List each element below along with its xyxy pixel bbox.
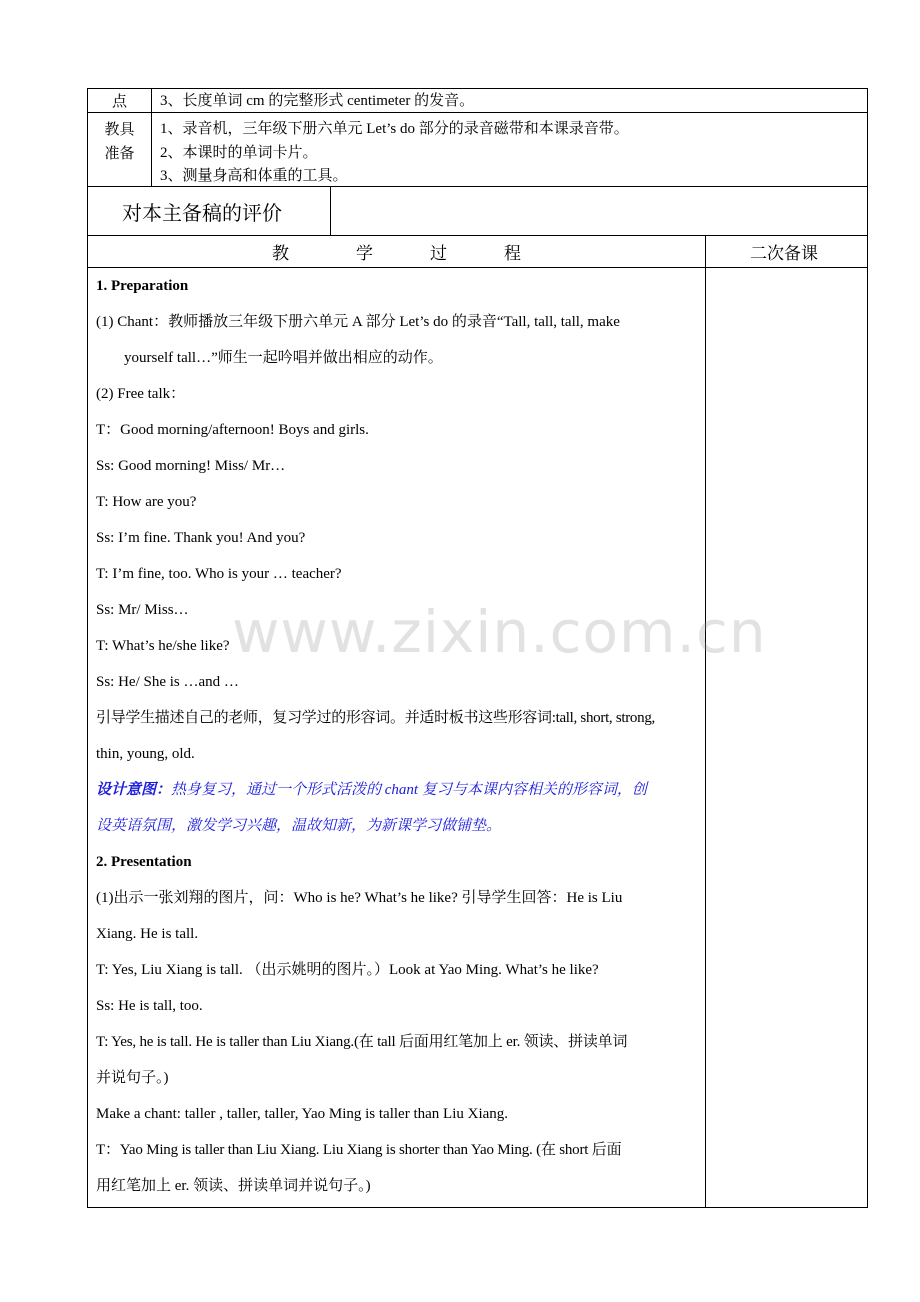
dialogue-line: Ss: He/ She is …and …: [96, 674, 239, 690]
dialogue-line: T: I’m fine, too. Who is your … teacher?: [96, 566, 342, 582]
teaching-process: [96, 268, 702, 1204]
point-content: 3、长度单词 cm 的完整形式 centimeter 的发音。: [160, 93, 475, 109]
prep-label-line2: 准备: [104, 144, 135, 162]
presentation-line: 用红笔加上 er. 领读、拼读单词并说句子。): [96, 1178, 371, 1194]
free-talk-label: (2) Free talk：: [96, 386, 186, 402]
presentation-line: Xiang. He is tall.: [96, 926, 199, 942]
dialogue-line: Ss: I’m fine. Thank you! And you?: [96, 530, 306, 546]
chant-line: yourself tall…”师生一起吟唱并做出相应的动作。: [124, 350, 443, 366]
presentation-line: (1)出示一张刘翔的图片，问：Who is he? What’s he like? 引导学生回答：He is Liu: [96, 890, 623, 906]
second-prep-header: 二次备课: [750, 244, 818, 264]
dialogue-line: T: How are you?: [96, 494, 197, 510]
presentation-line: T：Yao Ming is taller than Liu Xiang. Liu Xiang is shorter than Yao Ming. (在 short 后面: [96, 1142, 622, 1158]
prep-label-line1: 教具: [104, 120, 135, 138]
process-header-char: 过: [430, 244, 447, 264]
design-intent: [96, 772, 702, 808]
presentation-line: T: Yes, Liu Xiang is tall. （出示姚明的图片。）Look at Yao Ming. What’s he like?: [96, 962, 599, 978]
column-divider: [151, 88, 152, 186]
guide-text: 引导学生描述自己的老师，复习学过的形容词。并适时板书这些形容词:tall, short, strong,: [96, 710, 655, 726]
design-intent-label: 设计意图：: [96, 782, 172, 798]
process-header-char: 教: [272, 244, 289, 264]
column-divider: [330, 186, 331, 235]
dialogue-line: T：Good morning/afternoon! Boys and girls.: [96, 422, 369, 438]
chant-line: (1) Chant：教师播放三年级下册六单元 A 部分 Let’s do 的录音“Tall, tall, tall, make: [96, 314, 620, 330]
dialogue-line: Ss: Mr/ Miss…: [96, 602, 189, 618]
dialogue-line: Ss: Good morning! Miss/ Mr…: [96, 458, 286, 474]
design-intent-text: 热身复习，通过一个形式活泼的 chant 复习与本课内容相关的形容词，创: [171, 782, 647, 798]
prep-item: 2、本课时的单词卡片。: [160, 145, 318, 161]
process-header-char: 程: [504, 244, 521, 264]
presentation-line: 并说句子。): [96, 1070, 169, 1086]
point-label: 点: [111, 92, 127, 110]
dialogue-line: T: What’s he/she like?: [96, 638, 230, 654]
section-title-presentation: 2. Presentation: [96, 854, 192, 870]
column-divider: [705, 235, 706, 1208]
design-intent-text: 设英语氛围，激发学习兴趣，温故知新，为新课学习做铺垫。: [96, 818, 502, 834]
row-divider: [87, 112, 868, 113]
watermark: www.zixin.com.cn: [232, 598, 767, 666]
presentation-line: Ss: He is tall, too.: [96, 998, 203, 1014]
prep-item: 3、测量身高和体重的工具。: [160, 168, 348, 184]
section-title-preparation: 1. Preparation: [96, 278, 189, 294]
guide-text: thin, young, old.: [96, 746, 195, 762]
process-header-char: 学: [356, 244, 373, 264]
row-divider: [87, 235, 868, 236]
presentation-line: T: Yes, he is tall. He is taller than Liu Xiang.(在 tall 后面用红笔加上 er. 领读、拼读单词: [96, 1034, 628, 1050]
prep-item: 1、录音机，三年级下册六单元 Let’s do 部分的录音磁带和本课录音带。: [160, 121, 629, 137]
evaluation-label: 对本主备稿的评价: [122, 201, 282, 225]
presentation-line: Make a chant: taller , taller, taller, Yao Ming is taller than Liu Xiang.: [96, 1106, 509, 1122]
